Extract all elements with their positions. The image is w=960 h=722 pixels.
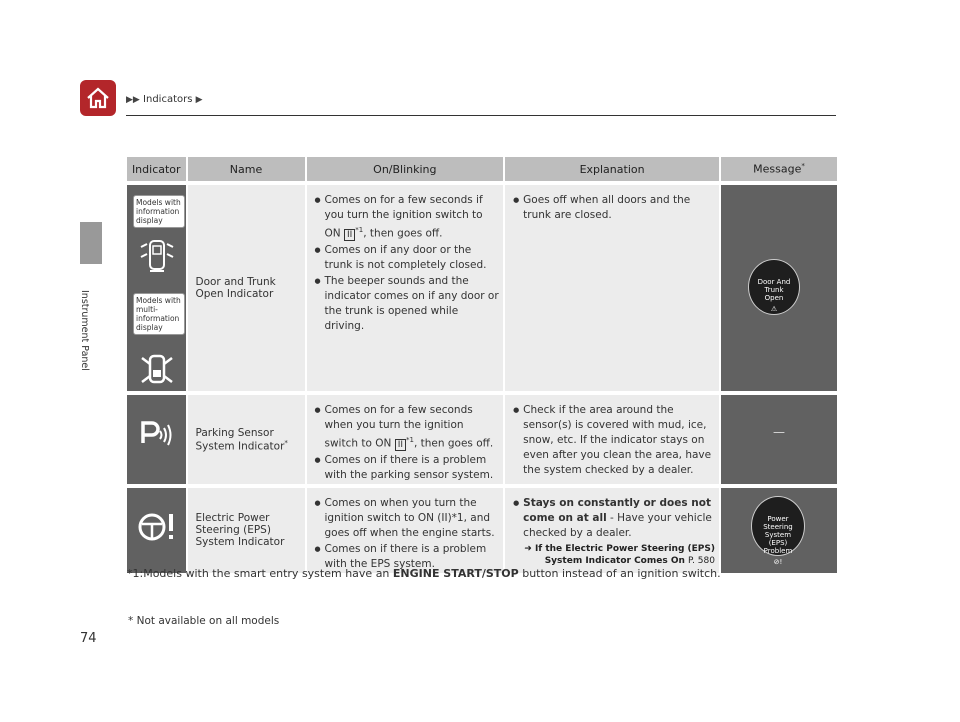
cross-reference-link[interactable]: ➜ If the Electric Power Steering (EPS) System Indicator Comes On P. 580 xyxy=(524,543,715,566)
message-display: Power Steering System (EPS) Problem ⊘! xyxy=(751,496,805,556)
door-open-icon xyxy=(139,237,175,275)
message-cell xyxy=(721,488,837,573)
explanation-cell xyxy=(505,488,721,573)
table-header-row xyxy=(127,157,837,181)
list-item: ● Stays on constantly or does not come on at all - Have your vehicle checked by a dealer. xyxy=(513,496,715,541)
table-footnote: *1:Models with the smart entry system have an ENGINE START/STOP button instead of an ignition switch. xyxy=(127,567,721,580)
home-icon[interactable] xyxy=(80,80,116,116)
col-explanation: Explanation xyxy=(505,157,721,181)
list-item: ● Comes on if any door or the trunk is not completely closed. xyxy=(315,243,500,273)
table-row xyxy=(127,488,837,573)
col-indicator: Indicator xyxy=(127,157,188,181)
model-tag-information-display: Models with information display xyxy=(133,195,185,228)
list-item: ● Comes on for a few seconds when you turn the ignition switch to ON II $^{*1}$, then goes off. xyxy=(315,403,500,452)
steering-wheel-warning-icon xyxy=(137,510,177,544)
list-item: ● Goes off when all doors and the trunk are closed. xyxy=(513,193,715,223)
table-row xyxy=(127,395,837,484)
list-item: ● Comes on if there is a problem with the parking sensor system. xyxy=(315,453,500,483)
list-item: ● Comes on when you turn the ignition switch to ON (II)*1, and goes off when the engine starts. xyxy=(315,496,500,541)
list-item: ● Check if the area around the sensor(s) is covered with mud, ice, snow, etc. If the indicator stays on even after you clean the area, have the system checked by a dealer. xyxy=(513,403,715,478)
message-cell xyxy=(721,185,837,391)
list-item: ● Comes on for a few seconds if you turn the ignition switch to ON II $^{*1}$, then goes off. xyxy=(315,193,500,242)
name-cell: Parking Sensor System Indicator* xyxy=(188,395,307,484)
header-rule xyxy=(126,115,836,116)
message-display: Door And Trunk Open ⚠ xyxy=(748,259,800,315)
table-row xyxy=(127,185,837,391)
list-item: ● The beeper sounds and the indicator comes on if any door or the trunk is opened while driving. xyxy=(315,274,500,334)
indicator-cell xyxy=(127,185,188,391)
breadcrumb-indicators[interactable]: Indicators xyxy=(143,94,193,105)
name-cell: Door and Trunk Open Indicator xyxy=(188,185,307,391)
sidebar-tab xyxy=(80,222,102,264)
breadcrumb[interactable]: ▶▶ Indicators ▶ xyxy=(126,94,203,105)
car-icon: ⚠ xyxy=(770,305,778,313)
message-none: — xyxy=(772,425,785,439)
message-cell xyxy=(721,395,837,484)
parking-sensor-icon xyxy=(139,419,175,447)
door-trunk-open-icon xyxy=(139,350,175,386)
explanation-cell xyxy=(505,185,721,391)
indicator-cell xyxy=(127,395,188,484)
house-icon xyxy=(85,85,111,111)
on-blinking-cell xyxy=(307,185,506,391)
indicator-cell xyxy=(127,488,188,573)
model-tag-multi-information-display: Models with multi-information display xyxy=(133,293,185,335)
on-blinking-cell xyxy=(307,395,506,484)
on-blinking-cell xyxy=(307,488,506,573)
explanation-cell xyxy=(505,395,721,484)
col-message: Message* xyxy=(721,157,837,181)
col-name: Name xyxy=(188,157,307,181)
steering-warning-icon: ⊘! xyxy=(773,557,783,566)
indicator-table xyxy=(127,157,837,573)
list-item: ● Comes on if there is a problem with the EPS system. xyxy=(315,542,500,572)
name-cell: Electric Power Steering (EPS) System Indicator xyxy=(188,488,307,573)
page-footnote: * Not available on all models xyxy=(128,615,280,627)
arrow-icon: ➜ xyxy=(524,543,535,554)
sidebar-label: Instrument Panel xyxy=(79,290,90,371)
page-number: 74 xyxy=(80,631,97,646)
col-on-blinking: On/Blinking xyxy=(307,157,506,181)
